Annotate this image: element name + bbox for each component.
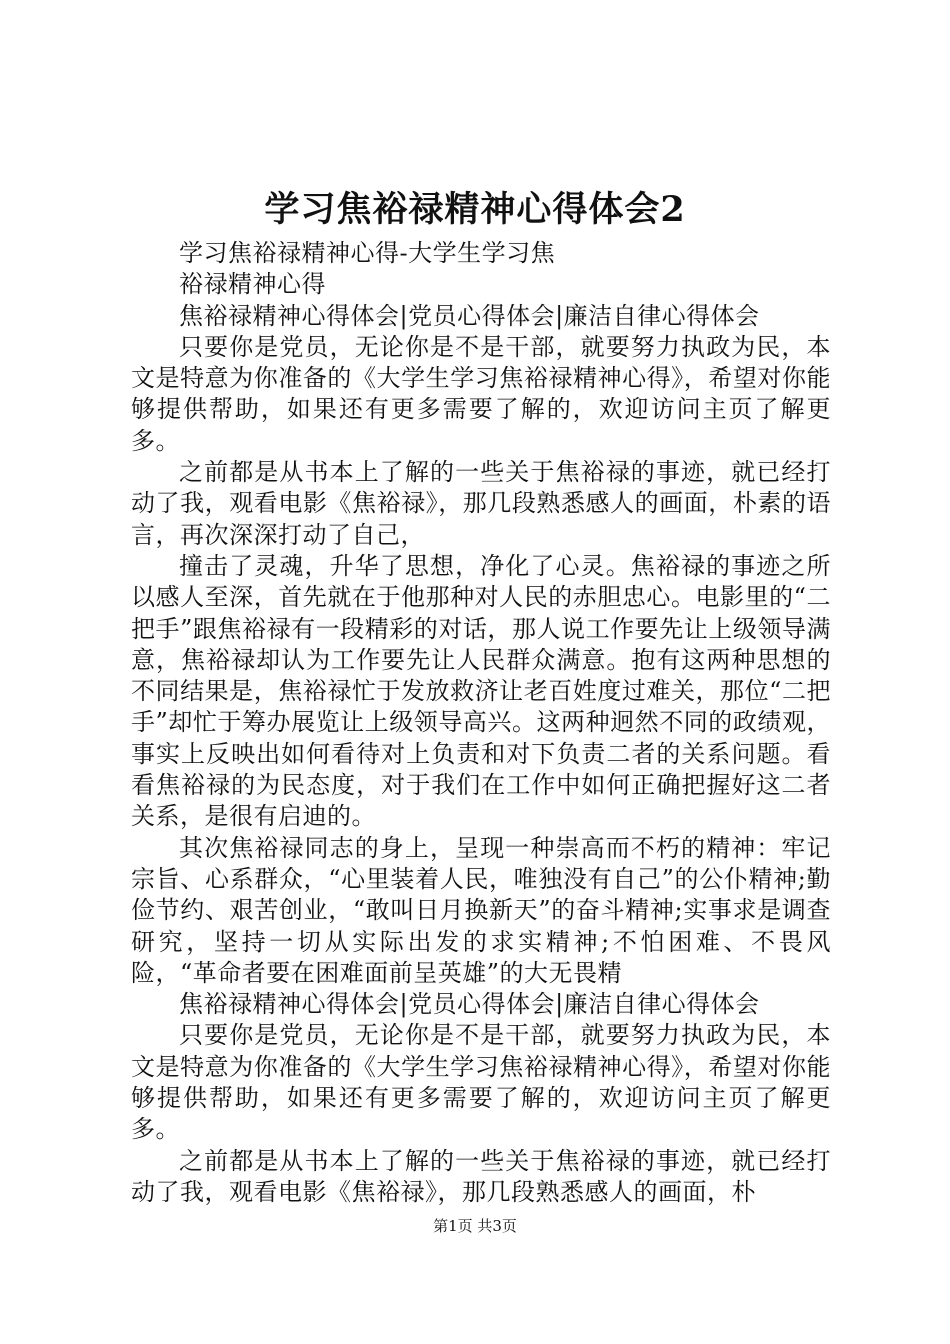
- document-title: 学习焦裕禄精神心得体会2: [264, 189, 686, 230]
- paragraph: 撞击了灵魂，升华了思想，净化了心灵。焦裕禄的事迹之所以感人至深，首先就在于他那种对人民的赤胆忠心。电影里的“二把手”跟焦裕禄有一段精彩的对话，那人说工作要先让上级领导满意，焦裕禄却认为工作要先让人民群众满意。抱有这两种思想的不同结果是，焦裕禄忙于发放救济让老百姓度过难关，那位“二把手”却忙于筹办展览让上级领导高兴。这两种迥然不同的政绩观，事实上反映出如何看待对上负责和对下负责二者的关系问题。看看焦裕禄的为民态度，对于我们在工作中如何正确把握好这二者关系，是很有启迪的。: [131, 551, 831, 831]
- paragraph: 学习焦裕禄精神心得-大学生学习焦: [179, 239, 556, 267]
- page-number-footer: 第1页 共3页: [433, 1217, 517, 1235]
- paragraph: 之前都是从书本上了解的一些关于焦裕禄的事迹，就已经打动了我，观看电影《焦裕禄》，那几段熟悉感人的画面，朴: [131, 1146, 831, 1206]
- paragraph: 之前都是从书本上了解的一些关于焦裕禄的事迹，就已经打动了我，观看电影《焦裕禄》，那几段熟悉感人的画面，朴素的语言，再次深深打动了自己，: [131, 458, 831, 549]
- document-body: [131, 238, 831, 1208]
- paragraph: 其次焦裕禄同志的身上，呈现一种崇高而不朽的精神：牢记宗旨、心系群众，“心里装着人民，唯独没有自己”的公仆精神;勤俭节约、艰苦创业，“敢叫日月换新天”的奋斗精神;实事求是调查研究，坚持一切从实际出发的求实精神;不怕困难、不畏风险，“革命者要在困难面前呈英雄”的大无畏精: [131, 833, 831, 987]
- paragraph: 只要你是党员，无论你是不是干部，就要努力执政为民，本文是特意为你准备的《大学生学习焦裕禄精神心得》，希望对你能够提供帮助，如果还有更多需要了解的，欢迎访问主页了解更多。: [131, 332, 831, 455]
- paragraph: 焦裕禄精神心得体会|党员心得体会|廉洁自律心得体会: [179, 990, 760, 1019]
- paragraph: 裕禄精神心得: [179, 270, 326, 299]
- paragraph: 只要你是党员，无论你是不是干部，就要努力执政为民，本文是特意为你准备的《大学生学习焦裕禄精神心得》，希望对你能够提供帮助，如果还有更多需要了解的，欢迎访问主页了解更多。: [131, 1021, 831, 1144]
- paragraph: 焦裕禄精神心得体会|党员心得体会|廉洁自律心得体会: [179, 301, 760, 330]
